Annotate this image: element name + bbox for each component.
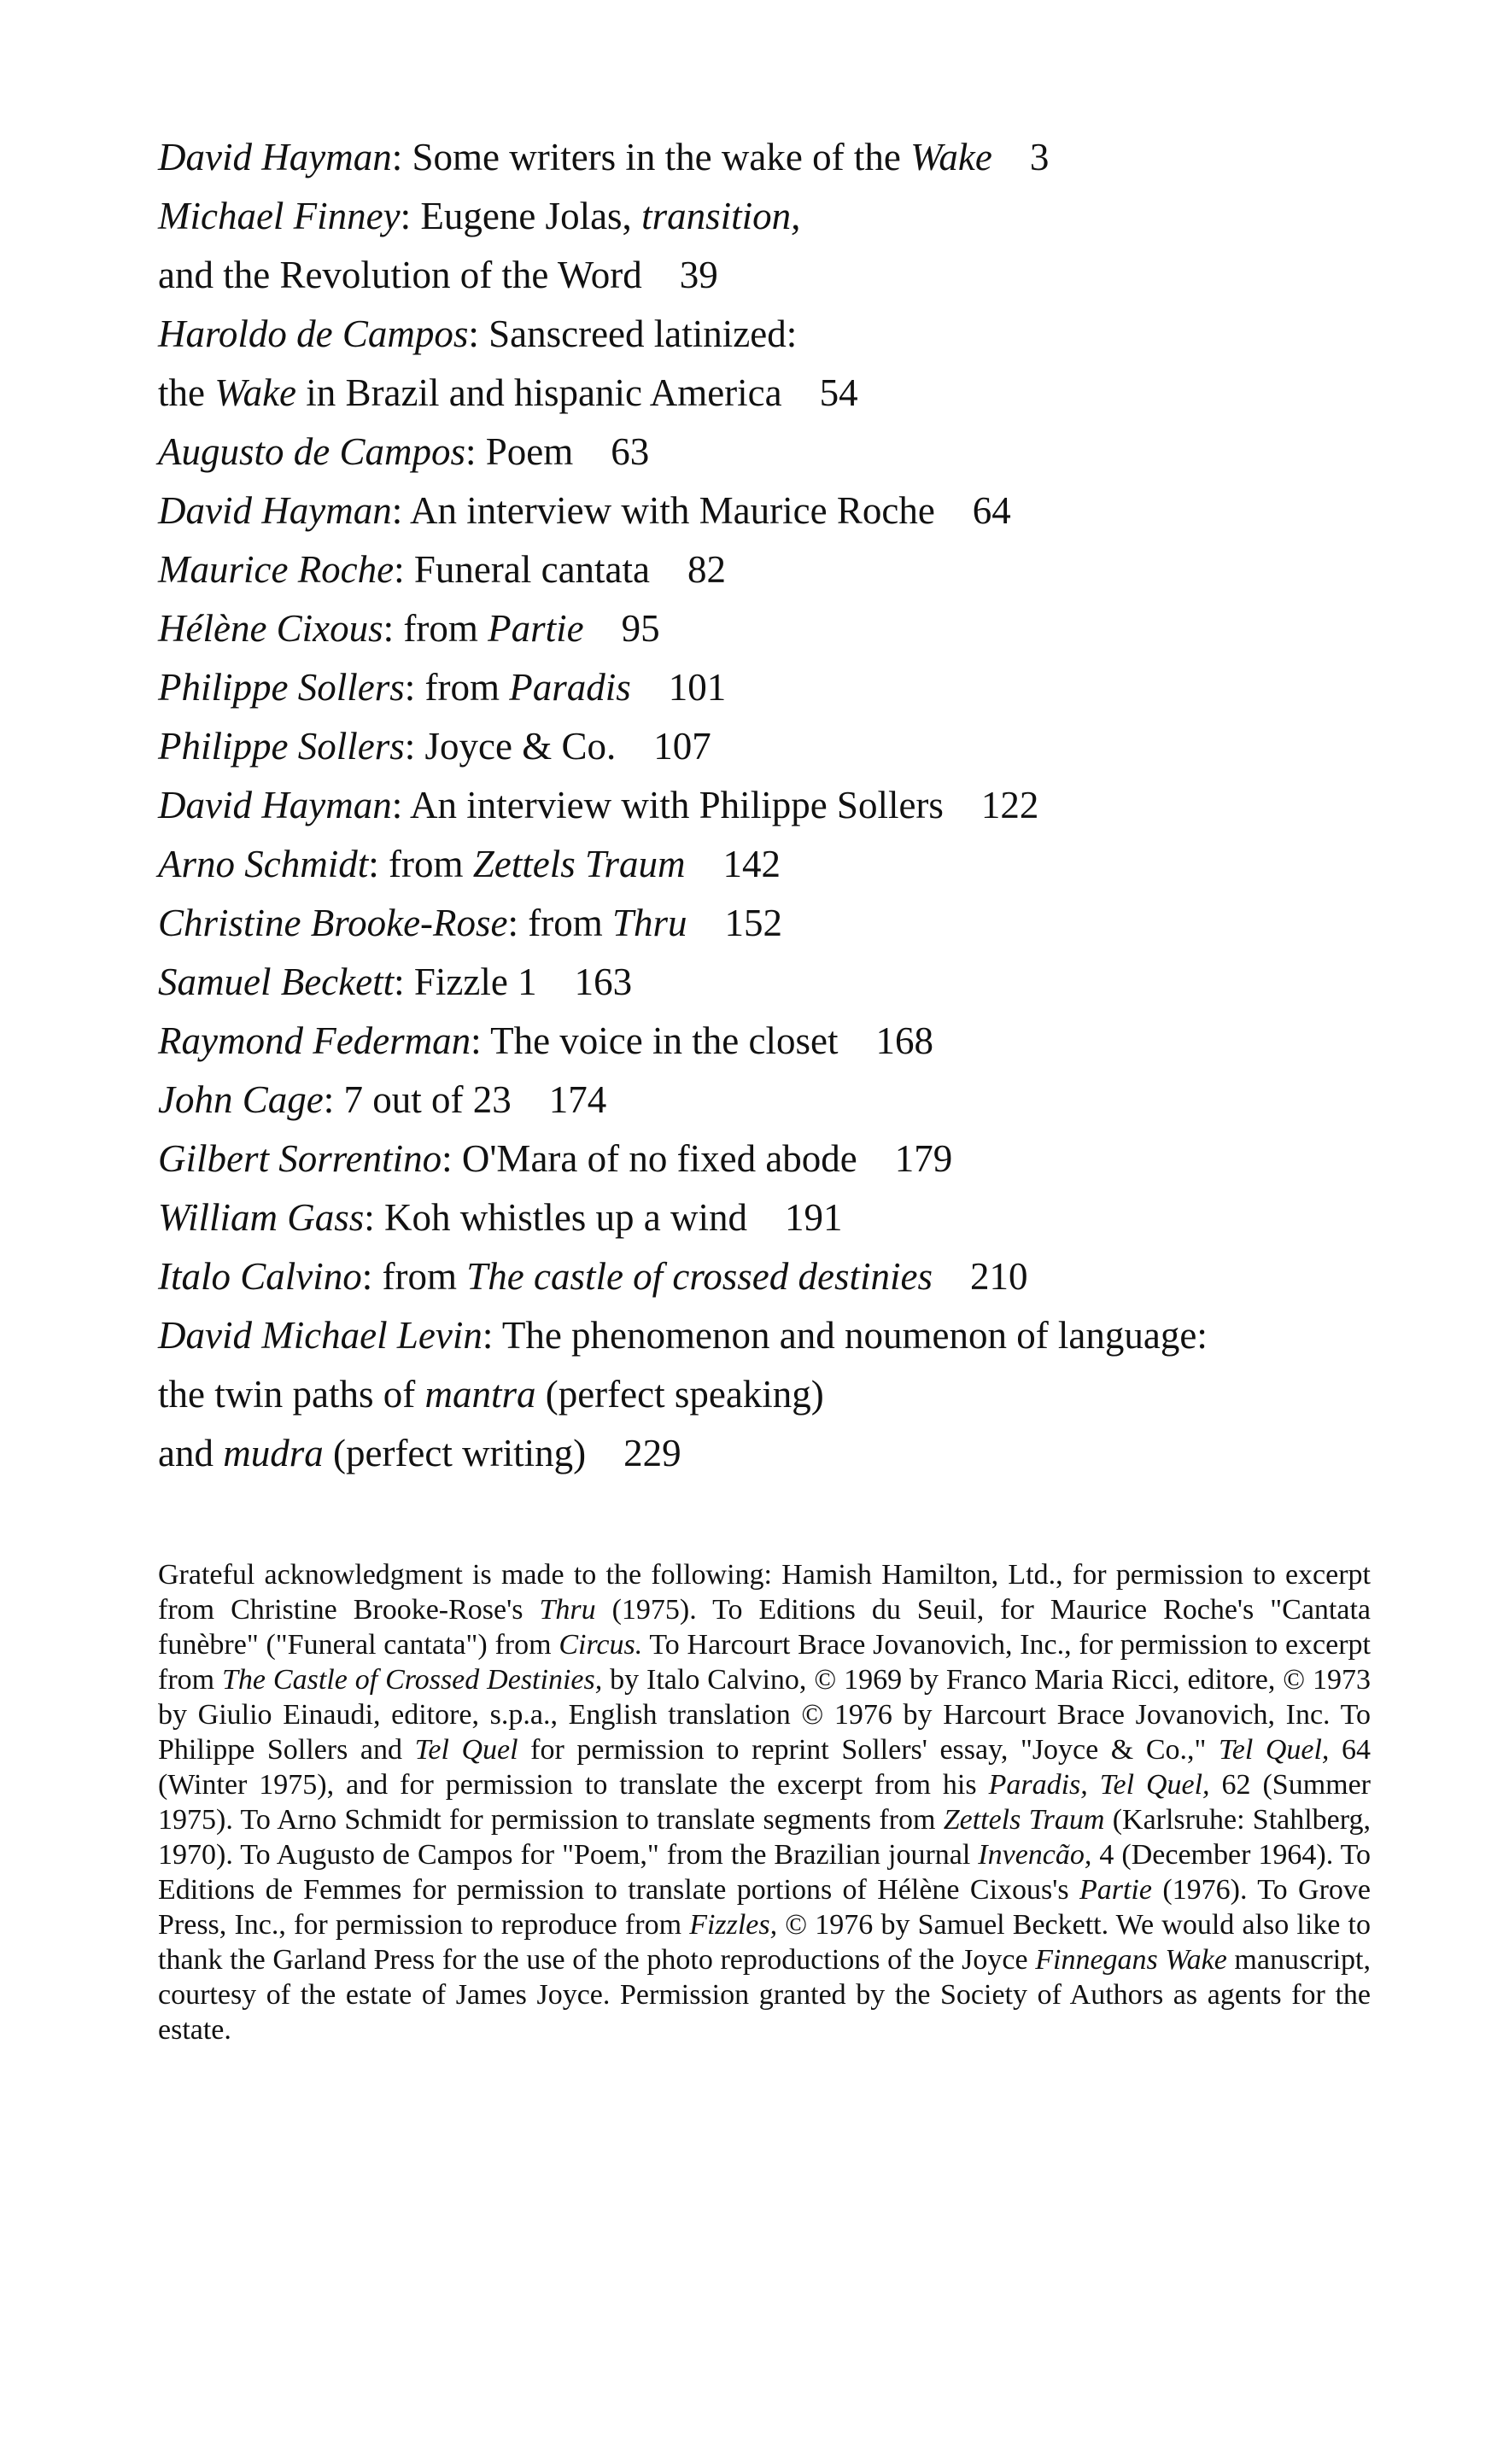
toc-title-italic: mudra: [223, 1432, 324, 1474]
ack-text: 4 (December 1964). To Editions de Femmes for permission to translate portions of Hélène Cixous's: [158, 1839, 1371, 1906]
ack-text: by Italo Calvino, © 1969 by Franco Maria Ricci, editore, © 1973 by Giulio Einaudi, editore, s.p.a., English translation © 1976 by Harcourt Brace Jovanovich, Inc. To Philippe Sollers and: [158, 1664, 1372, 1766]
ack-italic-text: Circus.: [559, 1629, 643, 1661]
toc-text: : The phenomenon and noumenon of language:: [482, 1314, 1208, 1357]
toc-text: : from: [404, 666, 510, 709]
toc-page-number: 229: [623, 1432, 681, 1474]
toc-entry: [158, 894, 1439, 953]
toc-entry: [158, 953, 1439, 1012]
toc-page-number: 82: [687, 548, 727, 591]
toc-text: : from: [368, 843, 473, 885]
ack-text: manuscript, courtesy of the estate of James Joyce. Permission granted by the Society of Authors as agents for the estate.: [158, 1944, 1372, 2046]
toc-entry: [158, 423, 1439, 482]
toc-author: Philippe Sollers: [158, 725, 405, 768]
toc-page-number: 54: [819, 371, 858, 414]
toc-entry: [158, 776, 1439, 835]
toc-text: : O'Mara of no fixed abode: [442, 1137, 857, 1180]
toc-title-italic: transition,: [641, 195, 801, 237]
toc-page-number: 63: [611, 430, 650, 473]
toc-text: : Some writers in the wake of the: [391, 136, 911, 178]
toc-entry: [158, 835, 1439, 894]
toc-entry: [158, 1130, 1439, 1188]
toc-author: Michael Finney: [158, 195, 401, 237]
table-of-contents: [158, 128, 1439, 1483]
toc-text: (perfect writing): [323, 1432, 587, 1474]
toc-title-italic: mantra: [424, 1373, 536, 1416]
ack-text: for permission to reprint Sollers' essay, "Joyce & Co.,": [518, 1734, 1219, 1766]
toc-entry: [158, 482, 1439, 540]
toc-author: David Michael Levin: [158, 1314, 483, 1357]
toc-page-number: 101: [668, 666, 727, 709]
toc-entry: [158, 717, 1439, 776]
toc-text: the twin paths of: [158, 1373, 425, 1416]
ack-text: © 1976 by Samuel Beckett. We would also like to thank the Garland Press for the use of the photo reproductions of the Joyce: [158, 1909, 1372, 1976]
toc-page-number: 142: [722, 843, 781, 885]
toc-page-number: 122: [980, 784, 1039, 826]
ack-italic-text: Tel Quel,: [1218, 1734, 1330, 1766]
toc-text: (perfect speaking): [535, 1373, 824, 1416]
ack-italic-text: Tel Quel: [414, 1734, 518, 1766]
toc-author: David Hayman: [158, 784, 392, 826]
toc-text: : from: [361, 1255, 467, 1298]
toc-text: and the Revolution of the Word: [158, 254, 642, 296]
toc-entry: [158, 187, 1439, 246]
toc-title-italic: Thru: [612, 902, 687, 944]
ack-text: Grateful acknowledgment is made to the following: Hamish Hamilton, Ltd., for permission to excerpt from Christine Brooke-Rose's: [158, 1559, 1371, 1626]
toc-title-italic: Wake: [214, 371, 297, 414]
toc-author: John Cage: [158, 1078, 324, 1121]
toc-entry: [158, 1424, 1439, 1483]
toc-page-number: 39: [679, 254, 718, 296]
toc-text: : An interview with Maurice Roche: [391, 489, 935, 532]
ack-italic-text: Invencão,: [978, 1839, 1092, 1871]
toc-page-number: 152: [724, 902, 783, 944]
toc-page-number: 191: [785, 1196, 843, 1239]
toc-page-number: 210: [969, 1255, 1028, 1298]
toc-author: Raymond Federman: [158, 1019, 471, 1062]
toc-author: Hélène Cixous: [158, 607, 383, 650]
toc-page-number: 179: [894, 1137, 953, 1180]
toc-entry: [158, 540, 1439, 599]
toc-page-number: 174: [548, 1078, 607, 1121]
toc-text: the: [158, 371, 215, 414]
toc-title-italic: The castle of crossed destinies: [466, 1255, 933, 1298]
ack-italic-text: Thru: [539, 1594, 596, 1626]
toc-author: Samuel Beckett: [158, 960, 395, 1003]
ack-italic-text: Zettels Traum: [943, 1804, 1105, 1836]
ack-italic-text: The Castle of Crossed Destinies,: [222, 1664, 603, 1696]
toc-entry: [158, 1306, 1439, 1365]
toc-entry: [158, 305, 1439, 364]
toc-entry: [158, 1188, 1439, 1247]
toc-entry: [158, 364, 1439, 423]
ack-text: (Karlsruhe: Stahlberg, 1970). To Augusto de Campos for "Poem," from the Brazilian journal: [158, 1804, 1371, 1871]
toc-text: : An interview with Philippe Sollers: [391, 784, 944, 826]
toc-author: David Hayman: [158, 136, 392, 178]
ack-italic-text: Finnegans Wake: [1035, 1944, 1227, 1976]
toc-title-italic: Paradis: [509, 666, 631, 709]
ack-text: 64 (Winter 1975), and for permission to translate the excerpt from his: [158, 1734, 1371, 1801]
toc-text: in Brazil and hispanic America: [296, 371, 782, 414]
ack-italic-text: Partie: [1079, 1874, 1152, 1906]
toc-entry: [158, 1365, 1439, 1424]
toc-page-number: 3: [1029, 136, 1050, 178]
toc-text: : 7 out of 23: [323, 1078, 512, 1121]
toc-text: : Eugene Jolas,: [400, 195, 642, 237]
toc-title-italic: Wake: [910, 136, 992, 178]
toc-text: : from: [507, 902, 612, 944]
toc-author: Italo Calvino: [158, 1255, 362, 1298]
toc-entry: [158, 1012, 1439, 1071]
toc-text: and: [158, 1432, 224, 1474]
toc-title-italic: Partie: [488, 607, 584, 650]
toc-author: Gilbert Sorrentino: [158, 1137, 442, 1180]
toc-text: : Koh whistles up a wind: [364, 1196, 748, 1239]
toc-author: Christine Brooke-Rose: [158, 902, 508, 944]
toc-text: : The voice in the closet: [471, 1019, 839, 1062]
toc-text: : Sanscreed latinized:: [468, 312, 798, 355]
toc-text: : Poem: [465, 430, 574, 473]
toc-author: Philippe Sollers: [158, 666, 405, 709]
ack-text: (1975). To Editions du Seuil, for Maurice Roche's "Cantata funèbre" ("Funeral cantata") from: [158, 1594, 1371, 1661]
toc-title-italic: Zettels Traum: [472, 843, 686, 885]
toc-entry: [158, 599, 1439, 658]
acknowledgment-paragraph: [158, 1557, 1371, 2047]
ack-text: (1976). To Grove Press, Inc., for permission to reproduce from: [158, 1874, 1371, 1941]
ack-italic-text: Paradis, Tel Quel,: [988, 1769, 1210, 1801]
toc-entry: [158, 246, 1439, 305]
toc-author: Augusto de Campos: [158, 430, 465, 473]
toc-entry: [158, 128, 1439, 187]
toc-page-number: 95: [621, 607, 660, 650]
toc-page-number: 168: [875, 1019, 933, 1062]
ack-text: 62 (Summer 1975). To Arno Schmidt for permission to translate segments from: [158, 1769, 1372, 1836]
toc-entry: [158, 1247, 1439, 1306]
toc-entry: [158, 658, 1439, 717]
ack-text: To Harcourt Brace Jovanovich, Inc., for permission to excerpt from: [158, 1629, 1371, 1696]
toc-author: Haroldo de Campos: [158, 312, 469, 355]
toc-author: Arno Schmidt: [158, 843, 369, 885]
toc-page-number: 64: [972, 489, 1011, 532]
toc-author: Maurice Roche: [158, 548, 395, 591]
toc-entry: [158, 1071, 1439, 1130]
toc-page-number: 107: [653, 725, 711, 768]
toc-text: : from: [383, 607, 488, 650]
toc-text: : Funeral cantata: [394, 548, 651, 591]
toc-author: William Gass: [158, 1196, 365, 1239]
ack-italic-text: Fizzles,: [689, 1909, 778, 1941]
toc-author: David Hayman: [158, 489, 392, 532]
toc-text: : Fizzle 1: [394, 960, 537, 1003]
toc-page-number: 163: [574, 960, 633, 1003]
toc-text: : Joyce & Co.: [404, 725, 617, 768]
